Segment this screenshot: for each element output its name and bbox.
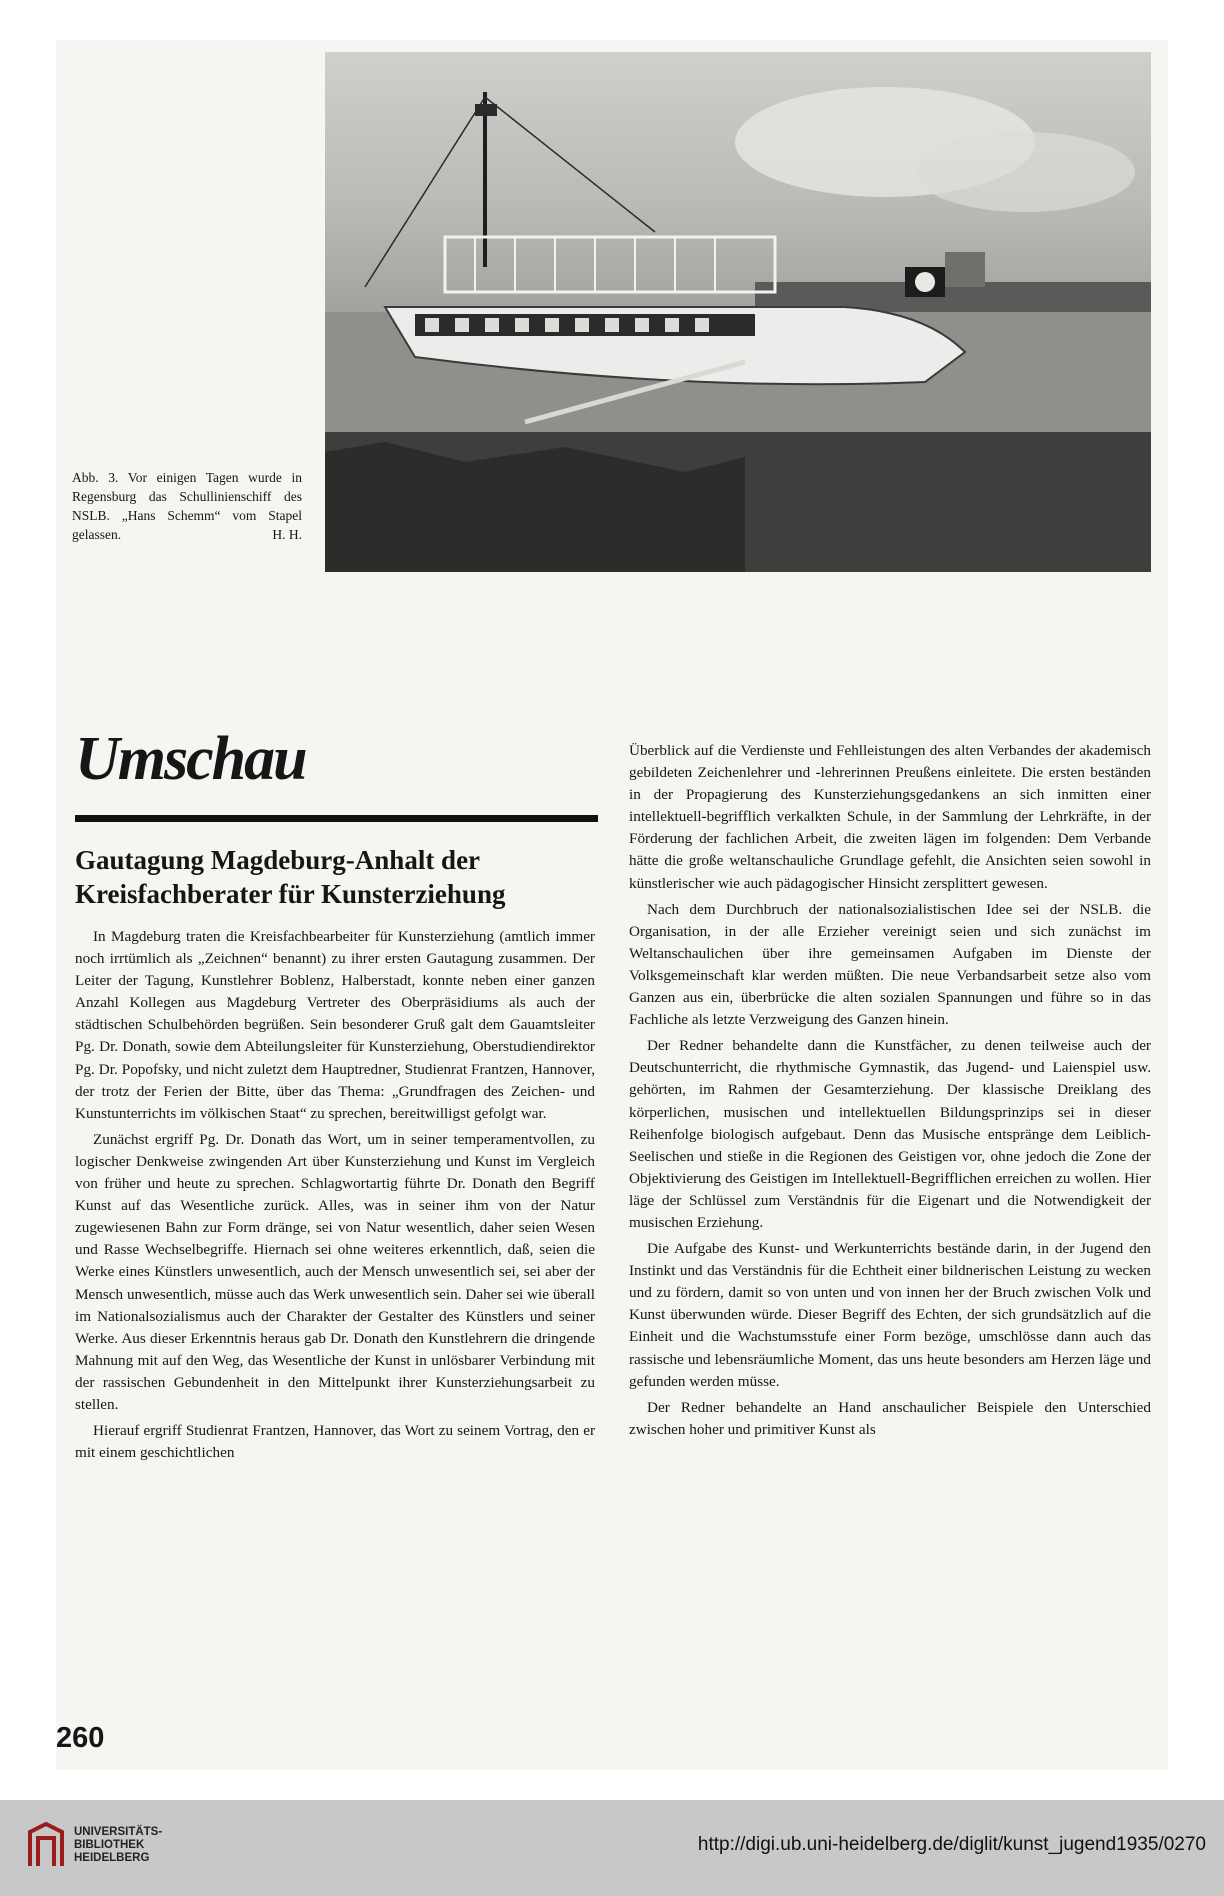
- right-column: [629, 740, 1151, 1445]
- ship-photograph: [325, 52, 1151, 572]
- photo-caption: [72, 468, 302, 544]
- article-title: [75, 843, 595, 911]
- article-title-line-2: Kreisfachberater für Kunsterziehung: [75, 879, 506, 909]
- permalink[interactable]: http://digi.ub.uni-heidelberg.de/diglit/kunst_jugend1935/0270: [697, 1834, 1206, 1855]
- paragraph: Zunächst ergriff Pg. Dr. Donath das Wort, um in seiner temperamentvollen, zu logischer Denkweise zwingenden Art über Kunsterziehung und Kunst im Vergleich von früher und heute zu sprechen. Schlagwortartig führte Dr. Donath den Begriff Kunst auf das Wesentliche zurück. Alles, was in seiner ihm von der Natur zugewiesenen Bahn zur Form dränge, sei von Natur wesentlich, daher seien Wesen und Rasse Wechselbegriffe. Hiernach sei ohne weiteres erkenntlich, daß, seien die Werke eines Künstlers unwesentlich, auch der Mensch unwesentlich sei, sei aber der Mensch unwesentlich, müsse auch das Werk unwesentlich sein. Daher sei wie überall im Nationalsozialismus auch der Charakter der Gestalter des Künstlers und seiner Werke. Aus dieser Erkenntnis heraus gab Dr. Donath den Kunstlehrern die dringende Mahnung mit auf den Weg, das Wesentliche der Kunst in unlösbarer Verbindung mit der rassischen Gebundenheit in den Mittelpunkt ihrer Kunsterziehungsarbeit zu stellen.: [75, 1130, 595, 1413]
- library-logo-icon: [26, 1820, 66, 1870]
- library-logo-text: [74, 1826, 162, 1865]
- logo-line: UNIVERSITÄTS-: [74, 1826, 163, 1838]
- section-heading: Umschau: [75, 725, 306, 793]
- left-column: [75, 926, 595, 1468]
- logo-line: HEIDELBERG: [74, 1852, 150, 1864]
- logo-line: BIBLIOTHEK: [74, 1839, 145, 1851]
- paragraph: Der Redner behandelte an Hand anschaulicher Beispiele den Unterschied zwischen hoher und primitiver Kunst als: [629, 1398, 1151, 1438]
- paragraph: Nach dem Durchbruch der nationalsozialistischen Idee sei der NSLB. die Organisation, in der alle Erzieher vereinigt seien und sich zunächst im Weltanschaulichen über ihre gemeinsamen Aufgaben im Dienste der Volksgemeinschaft klar werden müßten. Die neue Verbandsarbeit setze also vom Ganzen aus ein, überbrücke die alten sozialen Spannungen und führe so in das Fachliche als letzte Verzweigung des Ganzen hinein.: [629, 900, 1151, 1029]
- paragraph: Die Aufgabe des Kunst- und Werkunterrichts bestände darin, in der Jugend den Instinkt und das Verständnis für die Echtheit einer bildnerischen Leistung zu wecken und zu fördern, damit so von unten und von innen her der Bruch zwischen Volk und Kunst überwunden würde. Dieser Begriff des Echten, der sich grundsätzlich auf die Einheit und die Wachstumsstufe einer Form bezöge, umschlösse dann auch das rassische und lebensräumliche Moment, das uns heute besonders am Herzen läge und gefunden werden müsse.: [629, 1240, 1151, 1390]
- paragraph: Der Redner behandelte dann die Kunstfächer, zu denen teilweise auch der Deutschunterricht, die rhythmische Gymnastik, das Jugend- und Laienspiel usw. gehörten, im Rahmen der Gesamterziehung. Der klassische Dreiklang des körperlichen, musischen und intellektuellen Bildungsprinzips sei in dieser Reihenfolge biologisch aufgebaut. Denn das Musische entspränge dem Leiblich-Seelischen und stieße in die Regionen des Geistigen vor, ohne jedoch die Zone der Objektivierung des Geistigen im Intellektuell-Begrifflichen erreichen zu wollen. Hier läge der Schlüssel zum Verständnis für die Eigenart und die Notwendigkeit der musischen Erziehung.: [629, 1037, 1151, 1231]
- photo-caption-signature: H. H.: [272, 527, 302, 542]
- paragraph: In Magdeburg traten die Kreisfachbearbeiter für Kunsterziehung (amtlich immer noch irrtümlich als „Zeichnen“ benannt) zu ihrer ersten Gautagung zusammen. Der Leiter der Tagung, Kunstlehrer Boblenz, Halberstadt, konnte neben einer ganzen Anzahl Kollegen aus Magdeburg Vertreter des Oberpräsidiums als auch der städtischen Schulbehörden begrüßen. Sein besonderer Gruß galt dem Gauamtsleiter Pg. Dr. Donath, sowie dem Abteilungsleiter für Kunsterziehung, Oberstudiendirektor Pg. Dr. Popofsky, und nicht zuletzt dem Hauptredner, Studienrat Frantzen, Hannover, der trotz der Ferien der Bitte, über das Thema: „Grundfragen des Zeichen- und Kunstunterrichts im völkischen Staat“ zu sprechen, bereitwilligst gefolgt war.: [75, 928, 595, 1122]
- article-title-line-1: Gautagung Magdeburg-Anhalt der: [75, 845, 481, 875]
- footer-bar: [0, 1800, 1224, 1896]
- paragraph: Hierauf ergriff Studienrat Frantzen, Hannover, das Wort zu seinem Vortrag, den er mit einem geschichtlichen: [75, 1422, 595, 1462]
- photo-caption-text: Abb. 3. Vor einigen Tagen wurde in Regensburg das Schullinienschiff des NSLB. „Hans Schemm“ vom Stapel gelassen.: [72, 470, 302, 542]
- heading-rule: [75, 815, 598, 822]
- ship-illustration: [325, 52, 1151, 572]
- page-number: 260: [56, 1722, 105, 1754]
- paragraph: Überblick auf die Verdienste und Fehlleistungen des alten Verbandes der akademisch gebildeten Zeichenlehrer und -lehrerinnen Preußens einleitete. Die ersten beständen in der Propagierung des Kunsterziehungsgedankens an sich inmitten einer intellektuell-begrifflich verkalkten Schule, in der Sammlung der Lehrkräfte, in der Förderung der fachlichen Arbeit, die zweiten lägen im folgenden: Dem Verbande hätte die große weltanschauliche Grundlage gefehlt, die Ansichten seien sowohl in künstlerischer wie auch pädagogischer Hinsicht zersplittert gewesen.: [629, 742, 1151, 892]
